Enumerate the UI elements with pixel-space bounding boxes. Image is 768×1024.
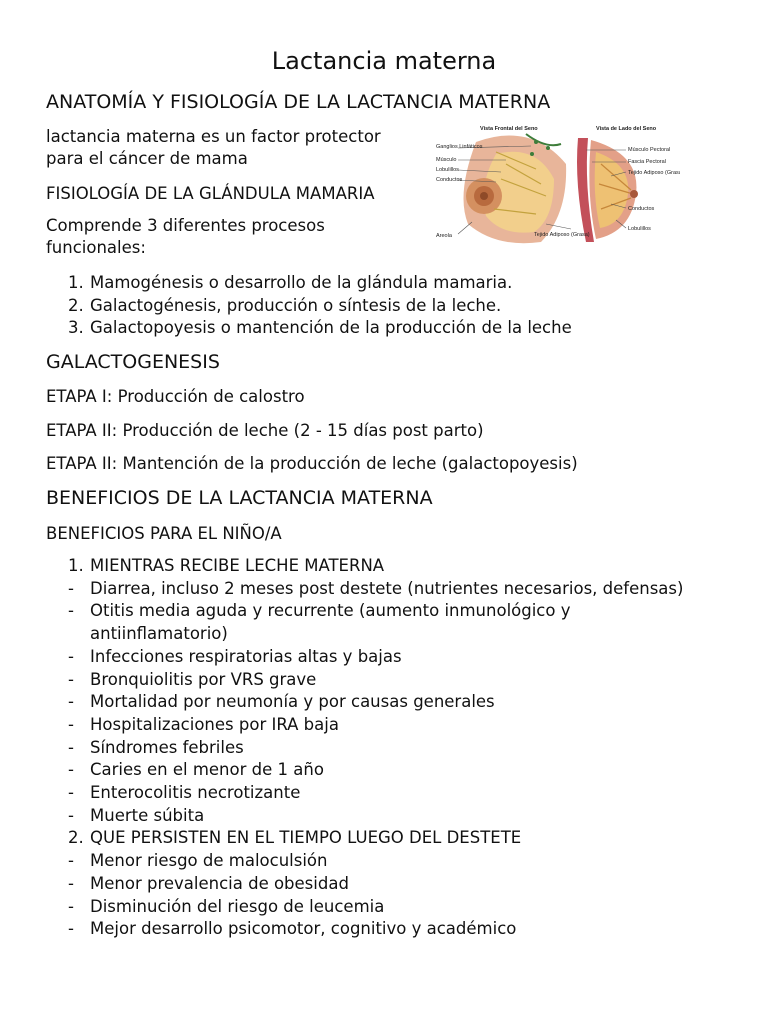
front-label-tejido-adiposo: Tejido Adiposo (Grasa) <box>534 232 590 238</box>
list-item <box>46 669 690 692</box>
list-marker: - <box>68 873 74 893</box>
stage-item: ETAPA I: Producción de calostro <box>46 387 305 406</box>
list-marker: 1. <box>68 556 84 575</box>
list-marker: - <box>68 919 74 939</box>
list-item <box>46 918 690 941</box>
list-item <box>46 555 690 578</box>
subheading-fisiologia: FISIOLOGÍA DE LA GLÁNDULA MAMARIA <box>46 184 375 203</box>
list-item-text: Otitis media aguda y recurrente (aumento inmunológico y antiinflamatorio) <box>90 601 571 644</box>
list-number: 1. <box>68 273 84 292</box>
front-label-musculo: Músculo <box>436 157 457 163</box>
list-item-text: Mamogénesis o desarrollo de la glándula mamaria. <box>90 273 513 292</box>
benefits-list <box>46 555 746 941</box>
list-item-text: Disminución del riesgo de leucemia <box>90 896 385 916</box>
list-item <box>46 805 690 828</box>
intro-paragraph: lactancia materna es un factor protector para el cáncer de mama <box>46 127 381 168</box>
list-item-text: Galactopoyesis o mantención de la producción de la leche <box>90 318 572 338</box>
list-marker: - <box>68 578 74 598</box>
front-view-title: Vista Frontal del Seno <box>480 126 538 132</box>
processes-list <box>46 272 746 340</box>
list-item-text: Síndromes febriles <box>90 737 244 757</box>
list-marker: - <box>68 669 74 689</box>
list-item <box>46 714 690 737</box>
list-item-text: Mortalidad por neumonía y por causas generales <box>90 692 495 712</box>
list-item-text: Enterocolitis necrotizante <box>90 783 301 803</box>
list-marker: - <box>68 692 74 712</box>
page-title: Lactancia materna <box>271 47 497 75</box>
side-view-title: Vista de Lado del Seno <box>596 126 657 132</box>
list-item <box>46 272 746 295</box>
list-item <box>46 782 690 805</box>
list-marker: - <box>68 646 74 666</box>
list-item <box>46 646 690 669</box>
breast-anatomy-illustration <box>436 124 680 248</box>
list-marker: 2. <box>68 828 84 848</box>
side-label-lobulillos: Lobulillos <box>628 226 651 232</box>
list-item-text: Muerte súbita <box>90 805 205 825</box>
list-item <box>46 850 690 873</box>
section-heading-galactogenesis: GALACTOGENESIS <box>46 351 220 373</box>
list-marker: - <box>68 896 74 916</box>
list-item-text: Galactogénesis, producción o síntesis de la leche. <box>90 295 502 315</box>
side-label-musculo-pectoral: Músculo Pectoral <box>628 147 671 153</box>
list-item-text: Bronquiolitis por VRS grave <box>90 669 317 689</box>
list-item-text: Menor prevalencia de obesidad <box>90 873 349 893</box>
list-item-text: QUE PERSISTEN EN EL TIEMPO LUEGO DEL DESTETE <box>90 828 522 848</box>
side-label-conductos: Conductos <box>628 206 655 212</box>
front-label-lobulillos: Lobulillos <box>436 167 459 173</box>
list-number: 3. <box>68 318 84 338</box>
section-heading-anatomia: ANATOMÍA Y FISIOLOGÍA DE LA LACTANCIA MATERNA <box>46 91 551 113</box>
list-marker: - <box>68 805 74 825</box>
list-item-text: Hospitalizaciones por IRA baja <box>90 714 339 734</box>
stage-item: ETAPA II: Producción de leche (2 - 15 días post parto) <box>46 421 484 440</box>
stage-item: ETAPA II: Mantención de la producción de leche (galactopoyesis) <box>46 454 578 473</box>
list-item <box>46 295 746 318</box>
list-marker: - <box>68 851 74 871</box>
list-item <box>46 691 690 714</box>
side-label-tejido-adiposo: Tejido Adiposo (Grasa) <box>628 170 680 176</box>
list-marker: - <box>68 601 74 621</box>
list-item-text: Menor riesgo de maloculsión <box>90 851 328 871</box>
list-item <box>46 896 690 919</box>
subheading-beneficios-nino: BENEFICIOS PARA EL NIÑO/A <box>46 524 282 543</box>
section-heading-beneficios: BENEFICIOS DE LA LACTANCIA MATERNA <box>46 487 433 509</box>
front-label-areola: Areola <box>436 233 452 239</box>
front-view-illustration <box>464 134 567 243</box>
list-item-text: Caries en el menor de 1 año <box>90 760 324 780</box>
list-item <box>46 827 690 850</box>
list-marker: - <box>68 783 74 803</box>
breast-anatomy-figure <box>436 124 680 248</box>
list-item-text: MIENTRAS RECIBE LECHE MATERNA <box>90 556 385 575</box>
list-item <box>46 317 746 340</box>
list-item <box>46 873 690 896</box>
list-item-text: Diarrea, incluso 2 meses post destete (nutrientes necesarios, defensas) <box>90 578 684 598</box>
front-label-ganglios: Ganglios Linfáticos <box>436 144 483 150</box>
list-number: 2. <box>68 295 84 315</box>
list-item <box>46 737 690 760</box>
list-marker: - <box>68 714 74 734</box>
list-item <box>46 759 690 782</box>
side-label-fascia-pectoral: Fascia Pectoral <box>628 159 666 165</box>
list-marker: - <box>68 760 74 780</box>
list-item <box>46 578 690 601</box>
list-item <box>46 600 690 645</box>
list-marker: - <box>68 737 74 757</box>
processes-intro: Comprende 3 diferentes procesos funcionales: <box>46 216 325 257</box>
list-item-text: Infecciones respiratorias altas y bajas <box>90 646 402 666</box>
list-item-text: Mejor desarrollo psicomotor, cognitivo y académico <box>90 919 517 939</box>
front-label-conductos: Conductos <box>436 177 463 183</box>
